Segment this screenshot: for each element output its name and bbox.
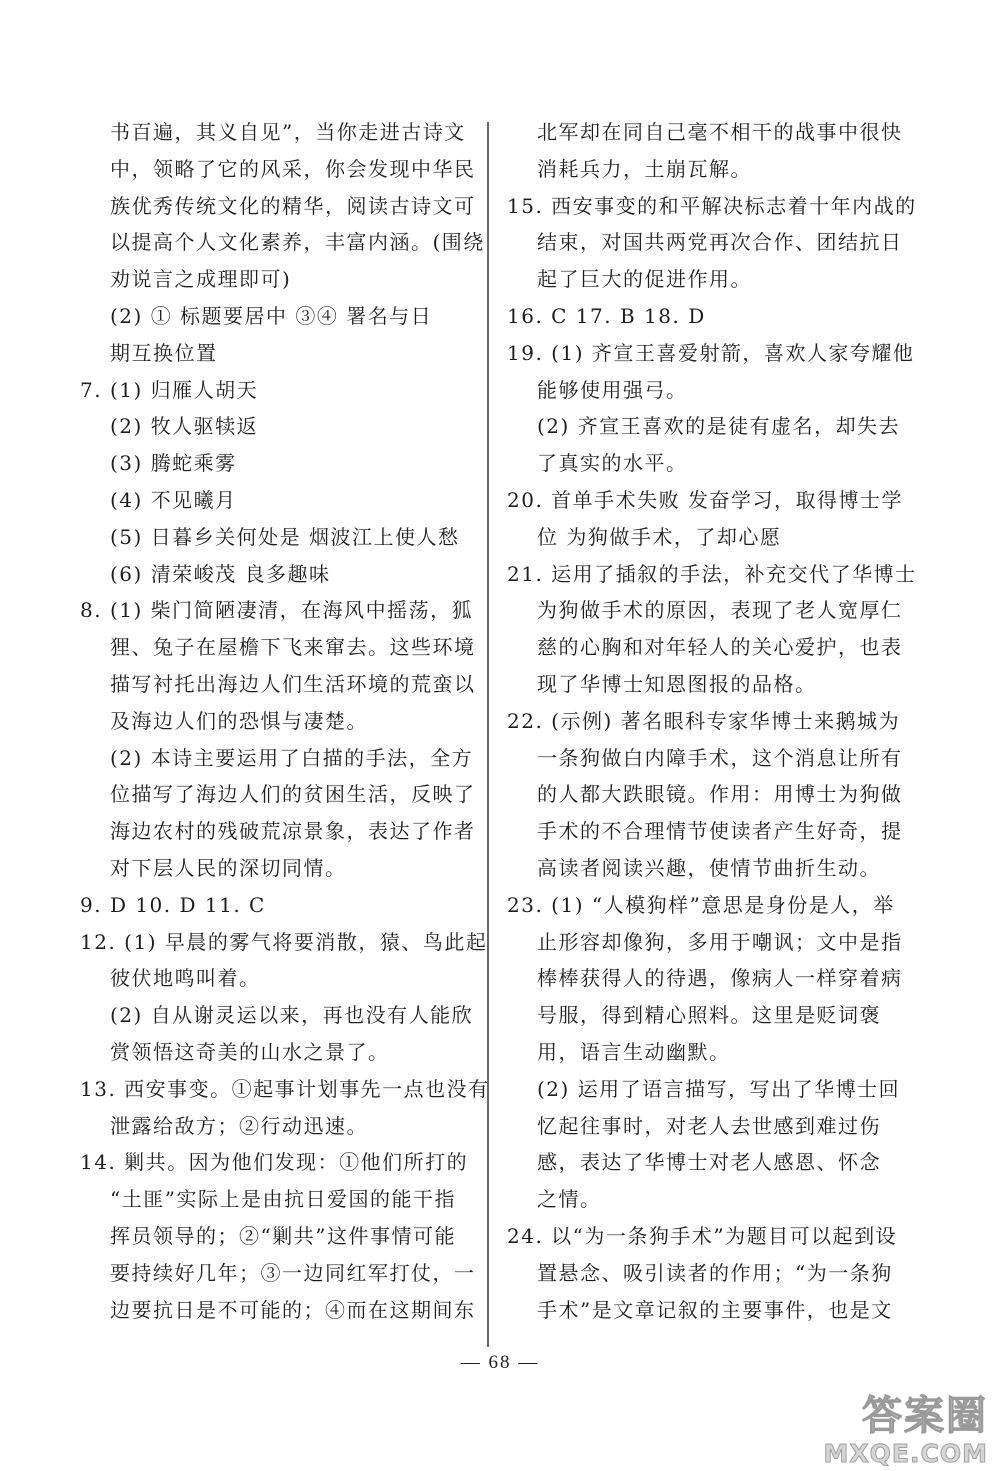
left-column-line: (2) 本诗主要运用了白描的手法，全方: [110, 745, 474, 770]
right-column-line: 感，表达了华博士对老人感恩、怀念: [537, 1150, 881, 1175]
left-column-line: 边要抗日是不可能的；④而在这期间东: [110, 1297, 476, 1322]
right-column-line: 15. 西安事变的和平解决标志着十年内战的: [507, 193, 917, 218]
right-column-line: 止形容却像狗，多用于嘲讽；文中是指: [537, 929, 903, 954]
right-column-line: 手术的不合理情节使读者产生好奇，提: [537, 819, 903, 844]
right-column-line: 24. 以“为一条狗手术”为题目可以起到设: [507, 1224, 898, 1248]
left-column-line: 位描写了海边人们的贫困生活，反映了: [110, 782, 476, 807]
right-column-line: 棒棒获得人的待遇，像病人一样穿着病: [537, 966, 903, 991]
right-column-line: 16. C 17. B 18. D: [507, 304, 706, 328]
left-column-line: 14. 剿共。因为他们发现：①他们所打的: [80, 1150, 469, 1175]
left-column-line: 12. (1) 早晨的雾气将要消散，猿、鸟此起: [80, 929, 488, 954]
left-column-line: 8. (1) 柴门简陋凄清，在海风中摇荡，狐: [80, 598, 474, 623]
right-column-line: 21. 运用了插叙的手法，补充交代了华博士: [507, 561, 917, 586]
right-column-line: 起了巨大的促进作用。: [537, 267, 752, 292]
left-column-line: 描写衬托出海边人们生活环境的荒蛮以: [110, 672, 476, 696]
right-column-line: 为狗做手术的原因，表现了老人宽厚仁: [537, 598, 903, 623]
right-column-line: 慈的心胸和对年轻人的关心爱护，也表: [537, 635, 903, 660]
right-column-line: 位 为狗做手术，了却心愿: [537, 524, 782, 549]
right-column-line: 号服，得到精心照料。这里是贬词褒: [537, 1003, 881, 1028]
left-column-line: 中，领略了它的风采，你会发现中华民: [110, 156, 476, 181]
watermark-bottom-text: MXQE.COM: [823, 1439, 988, 1468]
right-column-line: (2) 运用了语言描写，写出了华博士回: [537, 1076, 901, 1101]
right-column-line: 23. (1) “人模狗样”意思是身份是人，举: [507, 892, 895, 917]
left-column-line: (6) 清荣峻茂 良多趣味: [110, 561, 331, 586]
left-column-line: 劝说言之成理即可): [110, 267, 292, 292]
left-column-line: 期互换位置: [110, 340, 218, 365]
watermark-top-text: 答案圈: [862, 1393, 988, 1439]
right-column-line: 22. (示例) 著名眼科专家华博士来鹅城为: [507, 708, 901, 733]
left-column-line: 要持续好几年；③一边同红军打仗，一: [110, 1260, 476, 1285]
column-divider: [487, 122, 489, 1347]
right-column-line: 了真实的水平。: [537, 451, 688, 476]
right-column-line: 能够使用强弓。: [537, 377, 688, 402]
left-column-line: (3) 腾蛇乘雾: [110, 451, 237, 476]
right-column-line: 结束，对国共两党再次合作、团结抗日: [537, 230, 903, 255]
left-column-line: 狸、兔子在屋檐下飞来窜去。这些环境: [110, 635, 476, 660]
right-column-line: 现了华博士知恩图报的品格。: [537, 672, 817, 696]
right-column-line: 之情。: [537, 1187, 602, 1212]
left-column-line: 及海边人们的恐惧与凄楚。: [110, 708, 368, 733]
left-column-line: 海边农村的残破荒凉景象，表达了作者: [110, 819, 476, 844]
left-column-line: “土匪”实际上是由抗日爱国的能干指: [110, 1187, 456, 1212]
right-column-line: 置悬念、吸引读者的作用；“为一条狗: [537, 1260, 893, 1285]
page-number: — 68 —: [460, 1352, 540, 1373]
left-column-line: 13. 西安事变。①起事计划事先一点也没有: [80, 1076, 490, 1101]
right-column-line: 20. 首单手术失败 发奋学习，取得博士学: [507, 488, 904, 512]
right-column-line: (2) 齐宣王喜欢的是徒有虚名，却失去: [537, 414, 901, 439]
left-column-line: 7. (1) 归雁人胡天: [80, 377, 259, 402]
left-column-line: 族优秀传统文化的精华，阅读古诗文可: [110, 193, 476, 218]
right-column-line: 忆起往事时，对老人去世感到难过伤: [537, 1113, 881, 1138]
right-column-line: 高读者阅读兴趣，使情节曲折生动。: [537, 856, 881, 880]
left-column-line: 彼伏地鸣叫着。: [110, 966, 261, 991]
right-column-line: 北军却在同自己毫不相干的战事中很快: [537, 120, 903, 144]
left-column-line: 书百遍，其义自见”，当你走进古诗文: [110, 120, 466, 144]
right-column-line: 手术”是文章记叙的主要事件，也是文: [537, 1297, 893, 1322]
left-column-line: 对下层人民的深切同情。: [110, 856, 347, 880]
watermark-logo: [808, 1394, 988, 1469]
left-column-line: (4) 不见曦月: [110, 488, 237, 512]
left-column-line: 赏领悟这奇美的山水之景了。: [110, 1040, 390, 1064]
left-column-line: 挥员领导的；②“剿共”这件事情可能: [110, 1224, 456, 1248]
right-column-line: 用，语言生动幽默。: [537, 1040, 731, 1064]
left-column-line: 9. D 10. D 11. C: [80, 892, 266, 917]
right-column-line: 19. (1) 齐宣王喜爱射箭，喜欢人家夸耀他: [507, 340, 915, 365]
left-column-line: (2) ① 标题要居中 ③④ 署名与日: [110, 304, 433, 328]
left-column-line: 泄露给敌方；②行动迅速。: [110, 1113, 368, 1138]
left-column-line: (2) 牧人驱犊返: [110, 414, 259, 439]
right-column-line: 的人都大跌眼镜。作用：用博士为狗做: [537, 782, 903, 807]
right-column-line: 消耗兵力，土崩瓦解。: [537, 156, 752, 181]
right-column-line: 一条狗做白内障手术，这个消息让所有: [537, 745, 903, 770]
left-column-line: (2) 自从谢灵运以来，再也没有人能欣: [110, 1003, 474, 1028]
left-column-line: 以提高个人文化素养，丰富内涵。(围绕: [110, 230, 485, 255]
left-column-line: (5) 日暮乡关何处是 烟波江上使人愁: [110, 524, 460, 549]
